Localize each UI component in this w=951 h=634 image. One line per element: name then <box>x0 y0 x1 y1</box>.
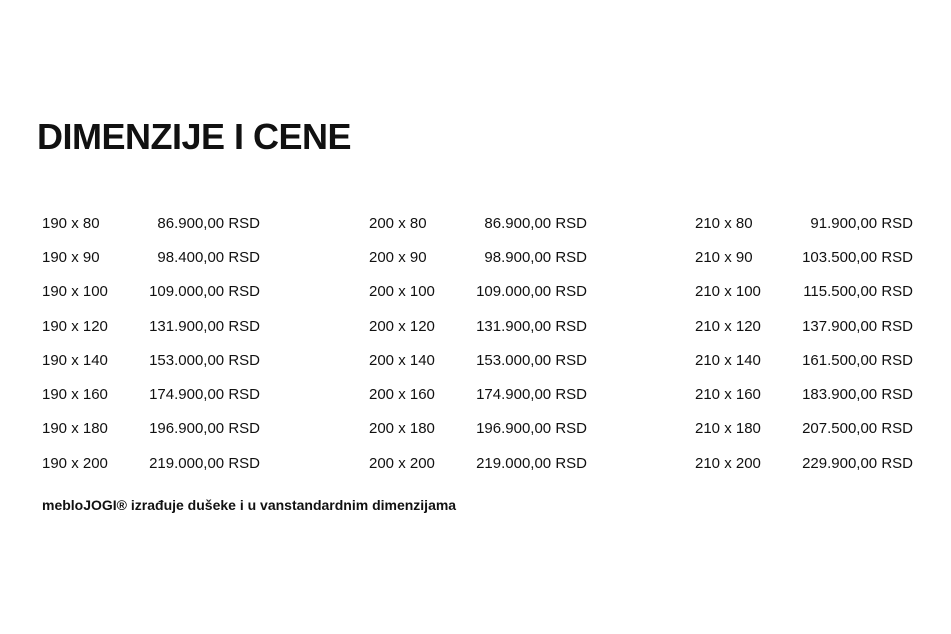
price-value: 98.900,00 RSD <box>484 248 587 266</box>
dimension-label: 200 x 160 <box>369 386 435 404</box>
dimension-label: 210 x 100 <box>695 283 761 301</box>
price-row <box>695 412 913 446</box>
dimension-label: 200 x 200 <box>369 454 435 472</box>
price-value: 207.500,00 RSD <box>802 420 913 438</box>
price-value: 131.900,00 RSD <box>476 317 587 335</box>
dimension-label: 210 x 180 <box>695 420 761 438</box>
price-row <box>42 206 260 240</box>
price-row <box>42 309 260 343</box>
price-row <box>369 206 587 240</box>
dimension-label: 210 x 160 <box>695 386 761 404</box>
price-value: 103.500,00 RSD <box>802 248 913 266</box>
dimension-label: 190 x 90 <box>42 248 100 266</box>
price-value: 98.400,00 RSD <box>157 248 260 266</box>
dimension-label: 190 x 200 <box>42 454 108 472</box>
price-value: 109.000,00 RSD <box>476 283 587 301</box>
price-row <box>695 377 913 411</box>
price-row <box>42 377 260 411</box>
price-row <box>369 446 587 480</box>
price-row <box>42 412 260 446</box>
price-row <box>369 309 587 343</box>
dimension-label: 210 x 140 <box>695 351 761 369</box>
price-row <box>695 275 913 309</box>
dimension-label: 200 x 140 <box>369 351 435 369</box>
price-value: 153.000,00 RSD <box>476 351 587 369</box>
price-row <box>42 240 260 274</box>
price-value: 219.000,00 RSD <box>149 454 260 472</box>
price-value: 137.900,00 RSD <box>802 317 913 335</box>
price-row <box>695 240 913 274</box>
price-value: 153.000,00 RSD <box>149 351 260 369</box>
price-row <box>695 446 913 480</box>
dimension-label: 210 x 90 <box>695 248 753 266</box>
dimension-label: 200 x 80 <box>369 214 427 232</box>
price-row <box>369 377 587 411</box>
dimension-label: 200 x 180 <box>369 420 435 438</box>
price-value: 229.900,00 RSD <box>802 454 913 472</box>
dimension-label: 210 x 120 <box>695 317 761 335</box>
dimension-label: 190 x 100 <box>42 283 108 301</box>
dimension-label: 200 x 120 <box>369 317 435 335</box>
dimension-label: 210 x 80 <box>695 214 753 232</box>
price-value: 196.900,00 RSD <box>476 420 587 438</box>
price-value: 109.000,00 RSD <box>149 283 260 301</box>
page-title: DIMENZIJE I CENE <box>37 116 352 157</box>
price-value: 219.000,00 RSD <box>476 454 587 472</box>
price-value: 183.900,00 RSD <box>802 386 913 404</box>
dimension-label: 190 x 140 <box>42 351 108 369</box>
price-row <box>695 309 913 343</box>
price-row <box>369 343 587 377</box>
price-row <box>369 240 587 274</box>
dimension-label: 190 x 180 <box>42 420 108 438</box>
price-row <box>369 412 587 446</box>
price-value: 161.500,00 RSD <box>802 351 913 369</box>
dimension-label: 190 x 120 <box>42 317 108 335</box>
custom-dimensions-note: mebloJOGI® izrađuje dušeke i u vanstandardnim dimenzijama <box>42 497 457 513</box>
price-row <box>695 343 913 377</box>
price-row <box>42 275 260 309</box>
price-value: 86.900,00 RSD <box>484 214 587 232</box>
dimension-label: 190 x 160 <box>42 386 108 404</box>
price-row <box>369 275 587 309</box>
price-row <box>42 343 260 377</box>
price-column-190 <box>42 206 260 480</box>
price-value: 174.900,00 RSD <box>149 386 260 404</box>
price-value: 86.900,00 RSD <box>157 214 260 232</box>
price-value: 91.900,00 RSD <box>810 214 913 232</box>
dimension-label: 190 x 80 <box>42 214 100 232</box>
price-row <box>42 446 260 480</box>
dimension-label: 200 x 100 <box>369 283 435 301</box>
price-column-200 <box>369 206 587 480</box>
price-value: 174.900,00 RSD <box>476 386 587 404</box>
price-value: 131.900,00 RSD <box>149 317 260 335</box>
price-value: 115.500,00 RSD <box>803 283 913 301</box>
price-row <box>695 206 913 240</box>
price-value: 196.900,00 RSD <box>149 420 260 438</box>
dimension-label: 210 x 200 <box>695 454 761 472</box>
price-column-210 <box>695 206 913 480</box>
dimension-label: 200 x 90 <box>369 248 427 266</box>
